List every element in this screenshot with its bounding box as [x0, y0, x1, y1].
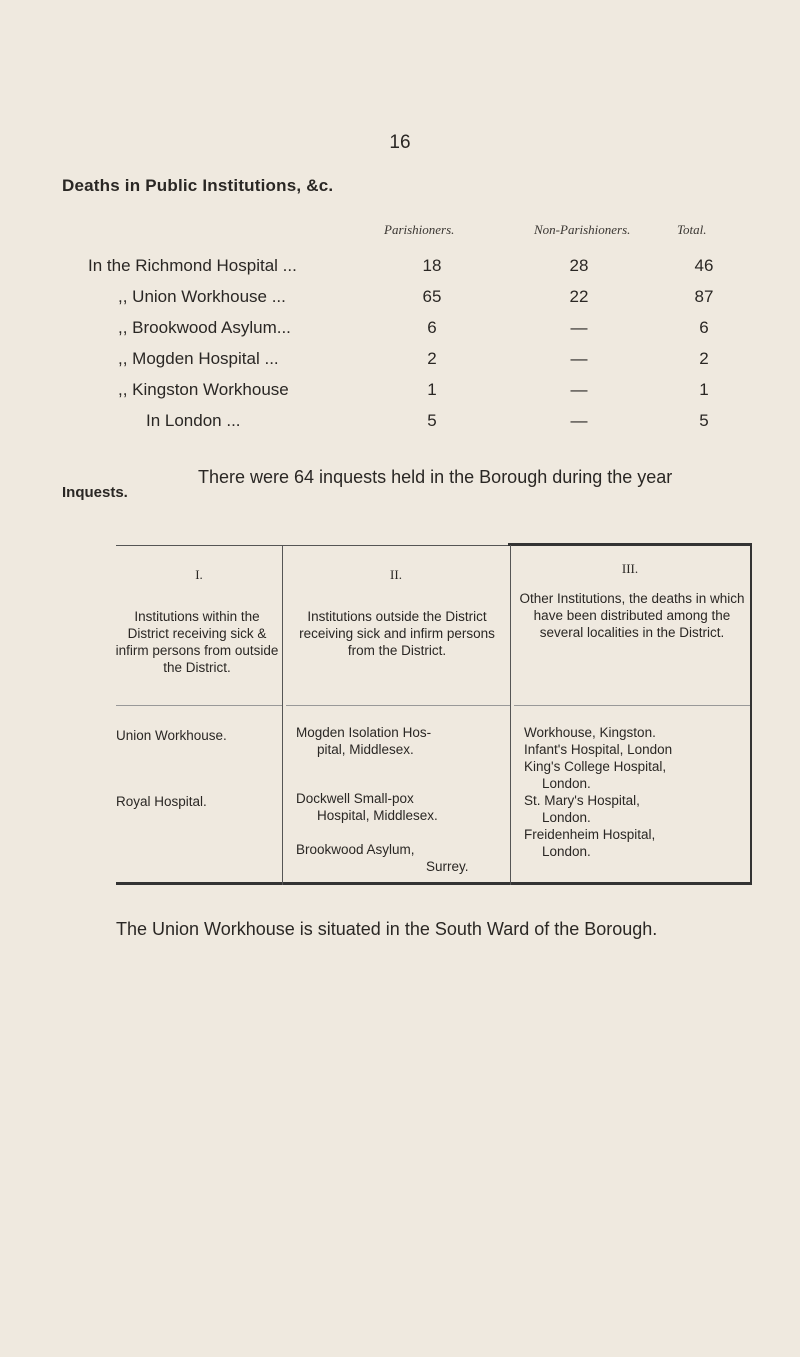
row-richmond-parishioners: 18 [422, 256, 442, 275]
row-kingston-parishioners: 1 [427, 380, 437, 399]
row-union-parishioners: 65 [422, 287, 442, 306]
col-header-total: Total. [677, 222, 707, 237]
inquests-label: Inquests. [62, 484, 128, 501]
col-ii-numeral: II. [390, 567, 402, 582]
col-i-entry: Union Workhouse. [116, 728, 227, 743]
col-header-non-parishioners: Non-Parishioners. [534, 222, 631, 237]
col-iii-entry-line2: London. [542, 844, 591, 859]
col-iii-entry-line1: Workhouse, Kingston. [524, 725, 656, 740]
row-brookwood-parishioners: 6 [427, 318, 437, 337]
table-bottom-rule [116, 882, 752, 885]
table-divider-right [750, 545, 752, 885]
row-union-non-parishioners: 22 [569, 287, 589, 306]
table-header-rule-1 [116, 705, 282, 706]
footer-paragraph: The Union Workhouse is situated in the South Ward of the Borough. [116, 919, 658, 939]
col-ii-entry-line1: Dockwell Small-pox [296, 791, 414, 806]
col-iii-entry-line1: Freidenheim Hospital, [524, 827, 656, 842]
col-iii-numeral: III. [621, 561, 639, 576]
col-ii-entry-line1: Brookwood Asylum, [296, 842, 415, 857]
col-ii-entry-line2: pital, Middlesex. [317, 742, 414, 757]
row-london-parishioners: 5 [427, 411, 437, 430]
row-label-union-workhouse: ,, Union Workhouse ... [118, 287, 286, 306]
row-mogden-total: 2 [699, 349, 709, 368]
row-richmond-total: 46 [694, 256, 714, 275]
row-label-kingston: ,, Kingston Workhouse [118, 380, 289, 399]
row-label-brookwood: ,, Brookwood Asylum... [118, 318, 291, 337]
table-header-rule-2 [286, 705, 510, 706]
col-i-description: Institutions within the District receiving sick & infirm persons from outside the District. [115, 609, 279, 675]
row-brookwood-non-parishioners: — [570, 318, 588, 337]
row-brookwood-total: 6 [699, 318, 709, 337]
col-i-numeral: I. [195, 567, 203, 582]
col-ii-description: Institutions outside the District receiving sick and infirm persons from the District. [299, 609, 495, 658]
inquests-text: There were 64 inquests held in the Borough during the year [198, 467, 673, 487]
col-iii-entry-line1: King's College Hospital, [524, 759, 667, 774]
col-iii-description: Other Institutions, the deaths in which have been distributed among the several localities in the District. [519, 591, 745, 640]
row-union-total: 87 [694, 287, 714, 306]
row-label-richmond: In the Richmond Hospital ... [88, 256, 297, 275]
col-i-entry: Royal Hospital. [116, 794, 207, 809]
table-header-rule-3 [514, 705, 750, 706]
table-top-rule-thick [508, 543, 752, 546]
col-iii-entry-line2: London. [542, 776, 591, 791]
section-heading: Deaths in Public Institutions, &c. [62, 176, 334, 195]
row-kingston-non-parishioners: — [570, 380, 588, 399]
row-label-mogden: ,, Mogden Hospital ... [118, 349, 279, 368]
col-iii-entry-line1: St. Mary's Hospital, [524, 793, 640, 808]
row-richmond-non-parishioners: 28 [569, 256, 589, 275]
row-london-total: 5 [699, 411, 709, 430]
row-mogden-parishioners: 2 [427, 349, 437, 368]
col-header-parishioners: Parishioners. [384, 222, 455, 237]
page-number: 16 [389, 132, 411, 153]
row-mogden-non-parishioners: — [570, 349, 588, 368]
col-ii-entry-line2: Hospital, Middlesex. [317, 808, 438, 823]
table-divider-1 [282, 545, 283, 885]
row-label-london: In London ... [146, 411, 241, 430]
row-kingston-total: 1 [699, 380, 709, 399]
col-iii-entry-line1: Infant's Hospital, London [524, 742, 673, 757]
col-iii-entry-line2: London. [542, 810, 591, 825]
col-ii-entry-line1: Mogden Isolation Hos- [296, 725, 432, 740]
institutions-table [116, 545, 752, 885]
col-ii-entry-line2: Surrey. [426, 859, 469, 874]
row-london-non-parishioners: — [570, 411, 588, 430]
table-divider-2 [510, 545, 511, 885]
